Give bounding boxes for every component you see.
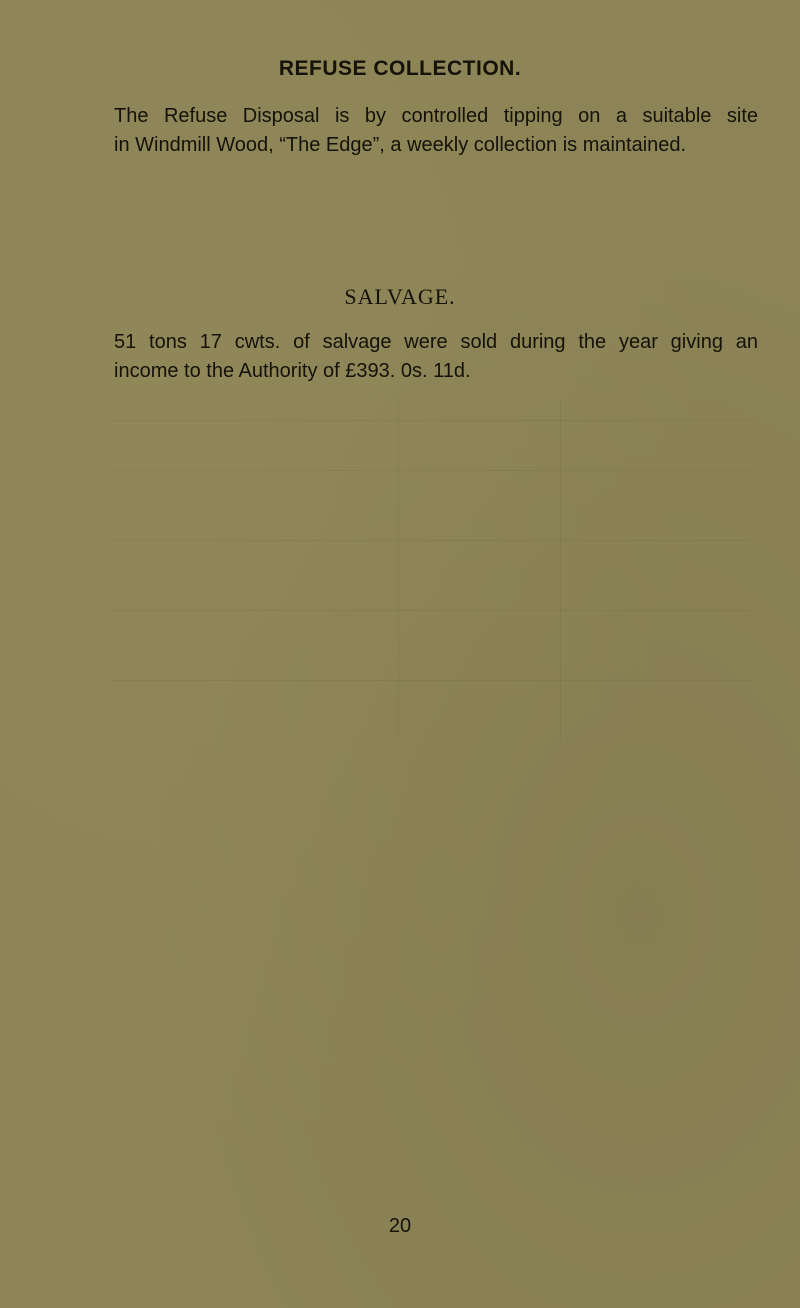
salvage-heading: SALVAGE. (344, 284, 456, 309)
paragraph-line: The Refuse Disposal is by controlled tipping on a suitable site (114, 105, 758, 127)
paragraph-line: in Windmill Wood, “The Edge”, a weekly collection is maintained. (114, 134, 687, 156)
refuse-collection-paragraph (114, 102, 758, 160)
paragraph-line: 51 tons 17 cwts. of salvage were sold during the year giving an (114, 331, 758, 353)
page-number: 20 (388, 1215, 412, 1237)
paragraph-line: income to the Authority of £393. 0s. 11d. (114, 360, 471, 382)
refuse-collection-heading: REFUSE COLLECTION. (278, 57, 522, 80)
salvage-paragraph (114, 328, 758, 386)
